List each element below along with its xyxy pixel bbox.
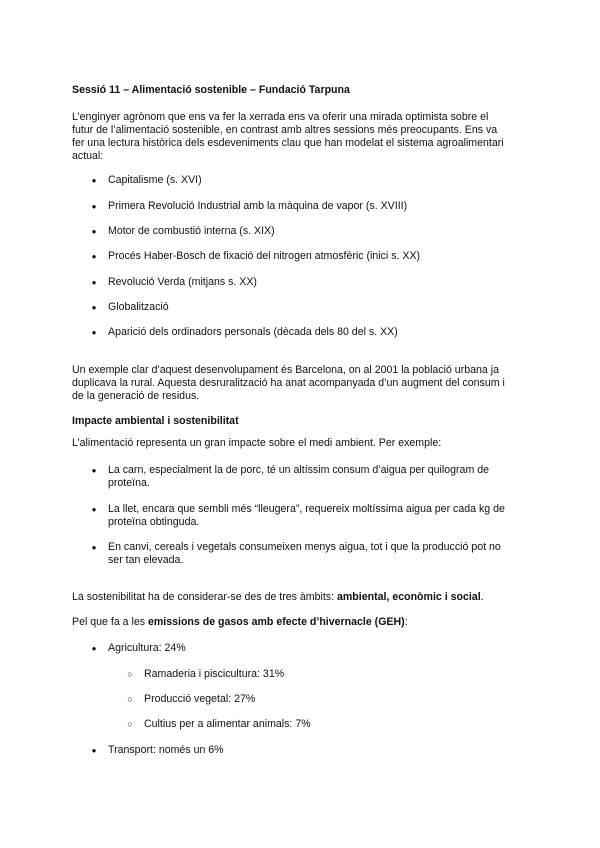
ghg-subitem: Cultius per a alimentar animals: 7% — [144, 718, 311, 730]
event-item: Primera Revolució Industrial amb la màquina de vapor (s. XVIII) — [108, 200, 408, 212]
circle-bullet-icon — [126, 693, 134, 706]
sustainability-text: La sostenibilitat ha de considerar-se des de tres àmbits: — [72, 591, 337, 603]
bullet-icon — [90, 326, 98, 339]
event-item: Procés Haber-Bosch de fixació del nitrogen atmosfèric (inici s. XX) — [108, 250, 421, 262]
event-item: Aparició dels ordinadors personals (dècada dels 80 del s. XX) — [108, 326, 398, 338]
circle-bullet-icon — [126, 718, 134, 731]
bullet-icon — [90, 744, 98, 757]
impact-item-line: proteïna obtinguda. — [108, 516, 200, 528]
intro-line-4: actual: — [72, 150, 104, 162]
ghg-line — [72, 616, 527, 629]
bullet-icon — [90, 541, 98, 554]
impact-item-line: ser tan elevada. — [108, 554, 184, 566]
impact-item-line: La carn, especialment la de porc, té un altíssim consum d’aigua per quilogram de — [108, 464, 489, 476]
example-line-3: de la generació de residus. — [72, 390, 200, 402]
circle-bullet-icon — [126, 668, 134, 681]
impact-item-line: En canvi, cereals i vegetals consumeixen menys aigua, tot i que la producció pot no — [108, 541, 501, 553]
bullet-icon — [90, 503, 98, 516]
sustainability-line — [72, 591, 527, 604]
event-item: Globalització — [108, 301, 169, 313]
ghg-item: Agricultura: 24% — [108, 642, 186, 654]
bullet-icon — [90, 174, 98, 187]
ghg-end: : — [404, 616, 408, 628]
intro-line-3: fer una lectura històrica dels esdeveniments clau que han modelat el sistema agroalimentari — [72, 137, 504, 149]
ghg-subitem: Producció vegetal: 27% — [144, 693, 256, 705]
bullet-icon — [90, 464, 98, 477]
section-heading: Impacte ambiental i sostenibilitat — [72, 415, 239, 427]
sustainability-scopes: ambiental, econòmic i social — [336, 591, 481, 603]
ghg-subitem: Ramaderia i piscicultura: 31% — [144, 668, 285, 680]
bullet-icon — [90, 301, 98, 314]
bullet-icon — [90, 642, 98, 655]
bullet-icon — [90, 200, 98, 213]
intro-line-2: futur de l’alimentació sostenible, en contrast amb altres sessions més preocupants. Ens va — [72, 124, 498, 136]
sustainability-end: . — [480, 591, 484, 603]
event-item: Capitalisme (s. XVI) — [108, 174, 202, 186]
bullet-icon — [90, 250, 98, 263]
ghg-text: Pel que fa a les — [72, 616, 148, 628]
impact-item-line: La llet, encara que sembli més “lleugera”, requereix moltíssima aigua per cada kg de — [108, 503, 505, 515]
impact-intro: L’alimentació representa un gran impacte sobre el medi ambient. Per exemple: — [72, 437, 442, 449]
example-line-1: Un exemple clar d’aquest desenvolupament és Barcelona, on al 2001 la població urbana ja — [72, 364, 499, 376]
bullet-icon — [90, 225, 98, 238]
bullet-icon — [90, 276, 98, 289]
event-item: Revolució Verda (mitjans s. XX) — [108, 276, 257, 288]
intro-line-1: L’enginyer agrònom que ens va fer la xerrada ens va oferir una mirada optimista sobre el — [72, 111, 489, 123]
example-line-2: duplicava la rural. Aquesta desruralització ha anat acompanyada d’un augment del consum i — [72, 377, 505, 389]
ghg-term: emissions de gasos amb efecte d’hivernacle (GEH) — [147, 616, 405, 628]
page-title: Sessió 11 – Alimentació sostenible – Fundació Tarpuna — [72, 84, 350, 96]
ghg-item: Transport: només un 6% — [108, 744, 224, 756]
impact-item-line: proteïna. — [108, 477, 150, 489]
event-item: Motor de combustió interna (s. XIX) — [108, 225, 275, 237]
